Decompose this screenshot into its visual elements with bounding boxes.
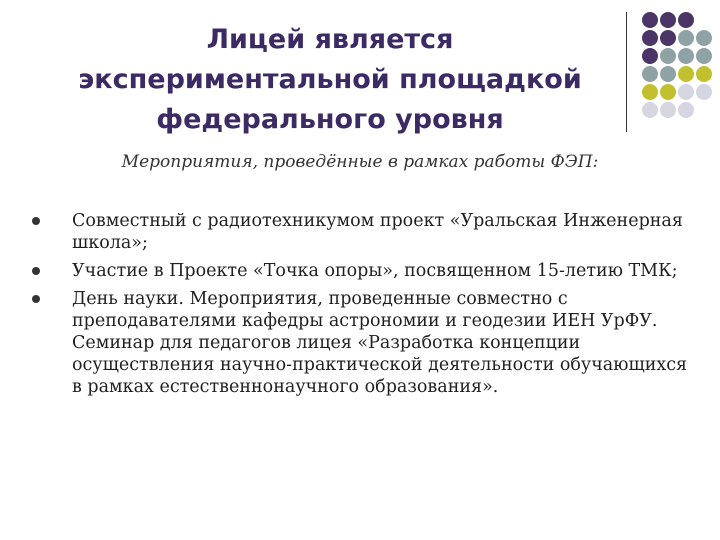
bullet-text: Участие в Проекте «Точка опоры», посвященном 15-летию ТМК;	[72, 261, 678, 281]
slide-title	[40, 20, 620, 140]
decor-dot	[660, 102, 676, 118]
decor-dot	[678, 30, 694, 46]
bullet-dot-icon	[32, 295, 40, 303]
bullet-item	[30, 288, 690, 398]
decor-dot	[642, 12, 658, 28]
bullet-dot-icon	[32, 267, 40, 275]
decor-dot	[696, 66, 712, 82]
decor-dot	[660, 84, 676, 100]
decor-dot	[696, 30, 712, 46]
decor-dot	[642, 84, 658, 100]
bullet-dot-icon	[32, 217, 40, 225]
decor-dot	[696, 48, 712, 64]
bullet-item	[30, 260, 690, 282]
decor-dot	[678, 66, 694, 82]
decor-dot	[696, 84, 712, 100]
decor-dot	[678, 102, 694, 118]
decor-dot	[678, 84, 694, 100]
bullet-text: Совместный с радиотехникумом проект «Уральская Инженерная школа»;	[72, 211, 683, 253]
decor-dot	[642, 102, 658, 118]
title-line-2: экспериментальной площадкой	[78, 64, 582, 95]
decor-dot	[660, 66, 676, 82]
decor-dot	[678, 12, 694, 28]
bullet-text: День науки. Мероприятия, проведенные совместно с преподавателями кафедры астрономии и геодезии ИЕН УрФУ. Семинар для педагогов лицея «Разработка концепции осуществления научно-практической деятельности обучающихся в рамках естественнонаучного образования».	[72, 289, 688, 397]
decor-dot	[642, 48, 658, 64]
decor-dot	[642, 30, 658, 46]
bullet-item	[30, 210, 690, 254]
decor-dot	[660, 48, 676, 64]
slide-subtitle: Мероприятия, проведённые в рамках работы ФЭП:	[121, 152, 599, 172]
decor-dot	[660, 30, 676, 46]
decor-dot	[642, 66, 658, 82]
title-line-3: федерального уровня	[156, 104, 504, 135]
decor-dot	[660, 12, 676, 28]
decorative-divider	[626, 12, 627, 132]
title-line-1: Лицей является	[206, 24, 454, 55]
decor-dot	[678, 48, 694, 64]
bullet-list	[30, 210, 690, 398]
decorative-dot-grid	[638, 10, 718, 110]
